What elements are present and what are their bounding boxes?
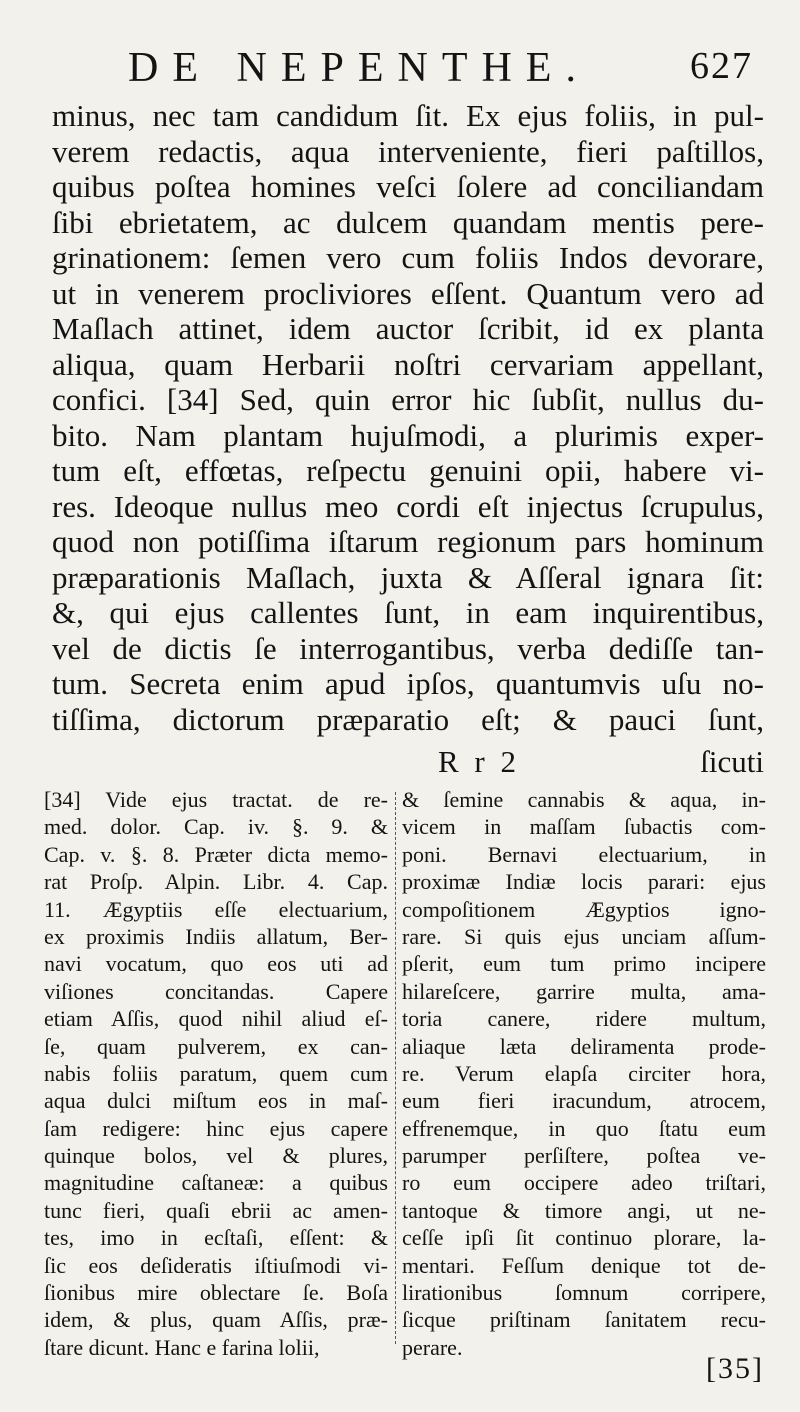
footnote-line: med. dolor. Cap. iv. §. 9. & <box>44 814 388 840</box>
footnote-line: ſe, quam pulverem, ex can- <box>44 1033 388 1059</box>
footnote-line: vicem in maſſam ſubactis com- <box>402 814 766 840</box>
footnote-line: viſiones concitandas. Capere <box>44 978 388 1004</box>
signature-line <box>52 744 764 780</box>
footnote-line: ro eum occipere adeo triſtari, <box>402 1170 766 1196</box>
body-text-line: tum eſt, effœtas, reſpectu genuini opii, habere vi- <box>52 453 764 488</box>
footnote-line: effrenemque, in quo ſtatu eum <box>402 1115 766 1141</box>
column-divider <box>395 792 396 1344</box>
footnote-line: & ſemine cannabis & aqua, in- <box>402 787 766 812</box>
footnote-line: proximæ Indiæ locis parari: ejus <box>402 869 766 895</box>
next-note-reference: [35] <box>706 1352 764 1385</box>
body-text-line: tiſſima, dictorum præparatio eſt; & pauci ſunt, <box>52 701 764 737</box>
footnote-line: etiam Aſſis, quod nihil aliud eſ- <box>44 1006 388 1032</box>
footnote-line: poni. Bernavi electuarium, in <box>402 841 766 867</box>
footnote-line: re. Verum elapſa circiter hora, <box>402 1060 766 1086</box>
running-head <box>0 40 800 96</box>
body-text-line: vel de dictis ſe interrogantibus, verba dediſſe tan- <box>52 630 764 666</box>
footnote-line: ſtare dicunt. Hanc e farina lolii, <box>44 1334 320 1360</box>
footnote-line: Cap. v. §. 8. Præter dicta memo- <box>44 841 388 867</box>
footnotes <box>44 786 766 1360</box>
main-text-block <box>52 98 764 737</box>
footnote-line: ceſſe ipſi ſit continuo plorare, la- <box>402 1225 766 1251</box>
footnote-line: parumper perſiſtere, poſtea ve- <box>402 1143 766 1169</box>
catchword: ſicuti <box>700 744 764 779</box>
footnote-line: rat Proſp. Alpin. Libr. 4. Cap. <box>44 869 388 895</box>
footnote-line: perare. <box>402 1334 463 1360</box>
footnote-line: magnitudine caſtaneæ: a quibus <box>44 1170 388 1196</box>
body-text-line: Maſlach attinet, idem auctor ſcribit, id ex planta <box>52 311 764 346</box>
body-text-line: tum. Secreta enim apud ipſos, quantumvis uſu no- <box>52 666 764 701</box>
footnote-line: quinque bolos, vel & plures, <box>44 1143 388 1169</box>
body-text-line: quod non potiſſima iſtarum regionum pars hominum <box>52 524 764 559</box>
footnote-line: ſicque priſtinam ſanitatem recu- <box>402 1307 766 1333</box>
body-text-line: minus, nec tam candidum ſit. Ex ejus foliis, in pul- <box>52 98 764 133</box>
footnote-line: aliaque læta deliramenta prode- <box>402 1033 766 1059</box>
footnote-line: rare. Si quis ejus unciam aſſum- <box>402 923 766 949</box>
running-title: DE NEPENTHE. <box>128 45 590 91</box>
page-number: 627 <box>690 45 753 87</box>
body-text-line: verem redactis, aqua interveniente, fieri paſtillos, <box>52 133 764 169</box>
footnote-line: compoſitionem Ægyptios igno- <box>402 896 766 922</box>
body-text-line: bito. Nam plantam hujuſmodi, a plurimis exper- <box>52 417 764 453</box>
signature-mark: R r 2 <box>438 744 520 779</box>
footnote-line: lirationibus ſomnum corripere, <box>402 1280 766 1306</box>
body-text-line: ſibi ebrietatem, ac dulcem quandam mentis pere- <box>52 204 764 240</box>
body-text-line: &, qui ejus callentes ſunt, in eam inquirentibus, <box>52 595 764 630</box>
body-text-line: res. Ideoque nullus meo cordi eſt injectus ſcrupulus, <box>52 488 764 524</box>
footnote-line: eum fieri iracundum, atrocem, <box>402 1088 766 1114</box>
footnote-line: tunc fieri, quaſi ebrii ac amen- <box>44 1197 388 1223</box>
body-text-line: præparationis Maſlach, juxta & Aſſeral ignara ſit: <box>52 559 764 595</box>
footnote-line: tantoque & timore angi, ut ne- <box>402 1197 766 1223</box>
footnote-line: ex proximis Indiis allatum, Ber- <box>44 923 388 949</box>
footnote-line: idem, & plus, quam Aſſis, præ- <box>44 1307 388 1333</box>
footnote-line: nabis foliis paratum, quem cum <box>44 1060 388 1086</box>
footnote-line: pſerit, eum tum primo incipere <box>402 951 766 977</box>
footnote-line: ſic eos deſideratis iſtiuſmodi vi- <box>44 1252 388 1278</box>
footnote-line: toria canere, ridere multum, <box>402 1006 766 1032</box>
footnote-line: hilareſcere, garrire multa, ama- <box>402 978 766 1004</box>
body-text-line: grinationem: ſemen vero cum foliis Indos devorare, <box>52 240 764 275</box>
footnote-line: 11. Ægyptiis eſſe electuarium, <box>44 896 388 922</box>
footnote-line: navi vocatum, quo eos uti ad <box>44 951 388 977</box>
footnote-line: tes, imo in ecſtaſi, eſſent: & <box>44 1225 388 1251</box>
footnote-line: aqua dulci miſtum eos in maſ- <box>44 1088 388 1114</box>
footnote-line: ſam redigere: hinc ejus capere <box>44 1115 388 1141</box>
body-text-line: confici. [34] Sed, quin error hic ſubſit, nullus du- <box>52 382 764 417</box>
footnote-column-right <box>402 786 766 1361</box>
body-text-line: aliqua, quam Herbarii noſtri cervariam appellant, <box>52 346 764 382</box>
body-text-line: ut in venerem procliviores eſſent. Quantum vero ad <box>52 275 764 311</box>
footnote-column-left <box>44 786 388 1361</box>
footnote-line: mentari. Feſſum denique tot de- <box>402 1252 766 1278</box>
footnote-line: ſionibus mire oblectare ſe. Boſa <box>44 1280 388 1306</box>
body-text-line: quibus poſtea homines veſci ſolere ad conciliandam <box>52 169 764 204</box>
footnote-line: [34] Vide ejus tractat. de re- <box>44 787 388 812</box>
